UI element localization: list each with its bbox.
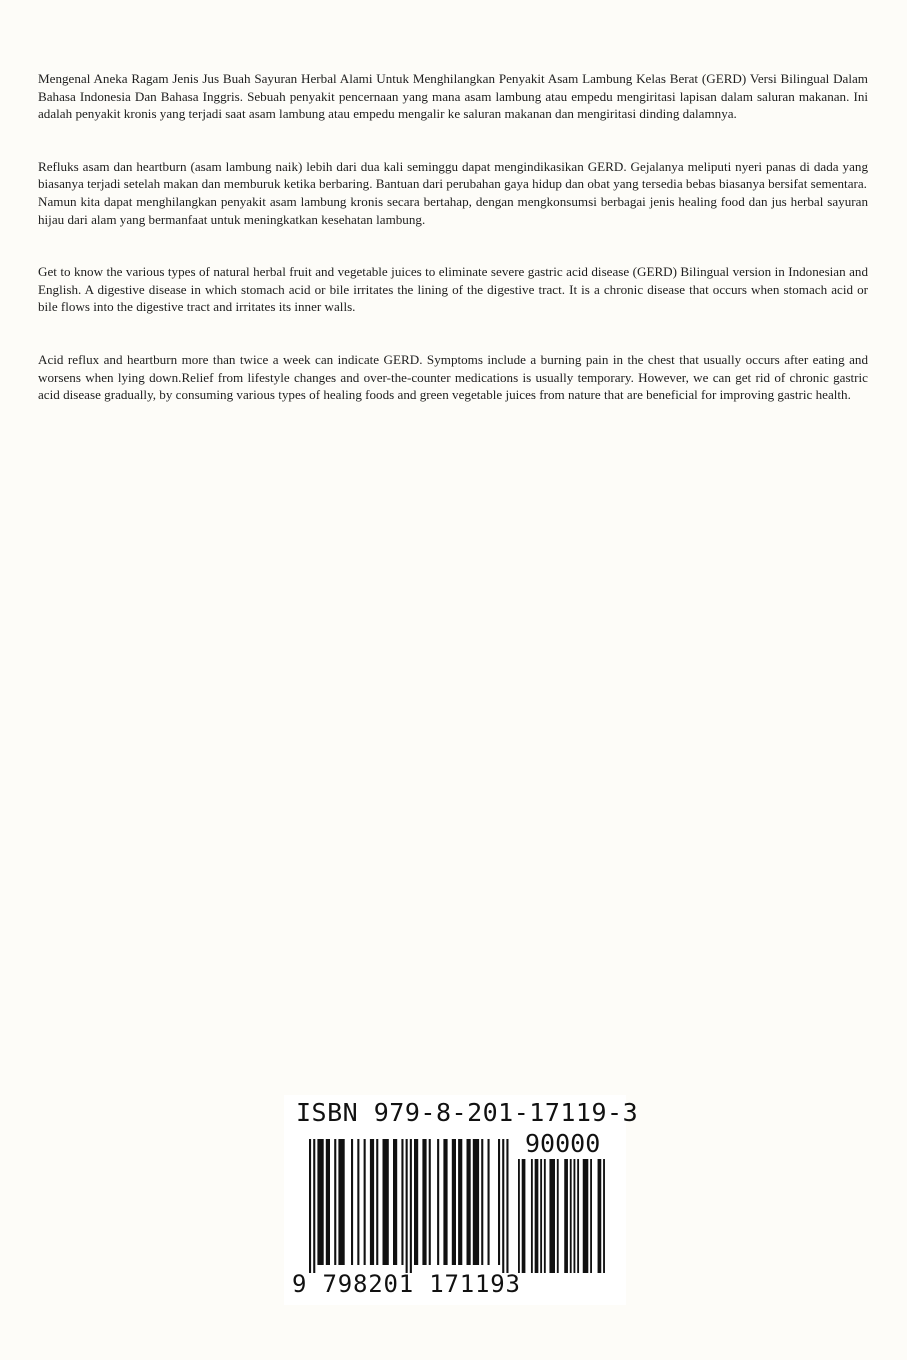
barcode-bar [393, 1139, 397, 1265]
barcode-bar [338, 1139, 344, 1265]
barcode-bar [598, 1159, 602, 1273]
barcode-bar [535, 1159, 539, 1273]
barcode-bar [467, 1139, 471, 1265]
blurb-paragraph-2: Refluks asam dan heartburn (asam lambung naik) lebih dari dua kali seminggu dapat mengindikasikan GERD. Gejalanya meliputi nyeri panas di dada yang biasanya terjadi setelah makan dan memburuk ketika berbaring. Bantuan dari perubahan gaya hidup dan obat yang tersedia bebas biasanya bersifat sementara. [38, 158, 868, 192]
barcode-bar [452, 1139, 456, 1265]
barcode-bar [518, 1159, 520, 1273]
barcode-guard-bar [410, 1139, 412, 1273]
barcode-bar [414, 1139, 418, 1265]
barcode-bar [473, 1139, 479, 1265]
blurb-paragraph-3: Namun kita dapat menghilangkan penyakit asam lambung kronis secara bertahap, dengan mengkonsumsi berbagai jenis healing food dan jus herbal sayuran hijau dari alam yang bermanfaat untuk meningkatkan kesehatan lambung. [38, 193, 868, 227]
barcode-guard-bar [313, 1139, 315, 1273]
barcode-bar [458, 1139, 462, 1265]
barcode-bar [498, 1139, 500, 1265]
back-cover-blurb [38, 70, 868, 404]
barcode-bar [326, 1139, 330, 1265]
barcode-bar [401, 1139, 403, 1265]
barcode-bar [540, 1159, 542, 1273]
barcode-bar [564, 1159, 568, 1273]
addon-bars [516, 1159, 612, 1273]
barcode-bar [351, 1139, 353, 1265]
barcode-bar [583, 1159, 589, 1273]
barcode-bar [603, 1159, 605, 1273]
barcode-guard-bar [309, 1139, 311, 1273]
isbn-label: ISBN 979-8-201-17119-3 [296, 1098, 639, 1127]
barcode-bar [531, 1159, 533, 1273]
blurb-paragraph-5: Acid reflux and heartburn more than twice a week can indicate GERD. Symptoms include a burning pain in the chest that usually occurs after eating and worsens when lying down.Relief from lifestyle changes and over-the-counter medications is usually temporary. However, we can get rid of chronic gastric acid disease gradually, by consuming various types of healing foods and green vegetable juices from nature that are beneficial for improving gastric health. [38, 351, 868, 403]
barcode-bar [357, 1139, 359, 1265]
barcode-bar [370, 1139, 374, 1265]
price-code: 90000 [525, 1129, 601, 1158]
barcode-bar [557, 1159, 559, 1273]
barcode-bar [574, 1159, 576, 1273]
barcode-bar [317, 1139, 323, 1265]
barcode-bar [481, 1139, 483, 1265]
ean13-bars [306, 1139, 512, 1273]
barcode-bar [429, 1139, 431, 1265]
barcode-bar [422, 1139, 426, 1265]
barcode-digits: 9 798201 171193 [292, 1270, 521, 1298]
barcode-guard-bar [502, 1139, 504, 1273]
barcode-bar [570, 1159, 572, 1273]
barcode-bar [488, 1139, 490, 1265]
barcode-guard-bar [506, 1139, 508, 1273]
barcode-bar [549, 1159, 555, 1273]
blurb-paragraph-1: Mengenal Aneka Ragam Jenis Jus Buah Sayuran Herbal Alami Untuk Menghilangkan Penyakit Asam Lambung Kelas Berat (GERD) Versi Bilingual Dalam Bahasa Indonesia Dan Bahasa Inggris. Sebuah penyakit pencernaan yang mana asam lambung atau empedu mengiritasi lapisan dalam saluran makanan. Ini adalah penyakit kronis yang terjadi saat asam lambung atau empedu mengalir ke saluran makanan dan mengiritasi dinding dalamnya. [38, 71, 868, 122]
barcode-bar [376, 1139, 378, 1265]
barcode-bar [443, 1139, 447, 1265]
barcode-bar [590, 1159, 592, 1273]
isbn-barcode [284, 1095, 639, 1305]
barcode-bar [544, 1159, 546, 1273]
barcode-bar [577, 1159, 579, 1273]
barcode-bar [364, 1139, 366, 1265]
blurb-paragraph-4: Get to know the various types of natural herbal fruit and vegetable juices to eliminate severe gastric acid disease (GERD) Bilingual version in Indonesian and English. A digestive disease in which stomach acid or bile irritates the lining of the digestive tract. It is a chronic disease that occurs when stomach acid or bile flows into the digestive tract and irritates its inner walls. [38, 264, 868, 315]
barcode-bar [334, 1139, 336, 1265]
barcode-bar [383, 1139, 389, 1265]
barcode-guard-bar [406, 1139, 408, 1273]
barcode-bar [522, 1159, 526, 1273]
barcode-bar [437, 1139, 439, 1265]
